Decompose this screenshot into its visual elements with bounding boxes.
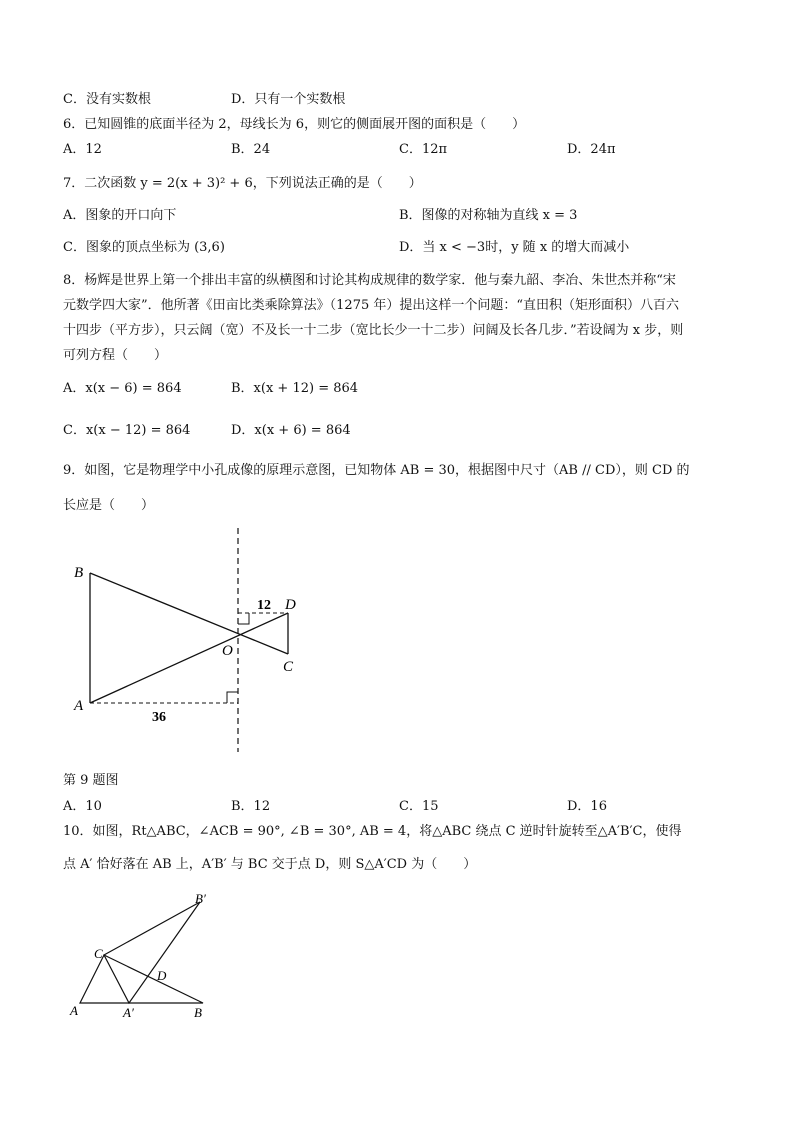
- q10-label-b: B: [194, 1005, 202, 1020]
- q7-option-c: C．图象的顶点坐标为 (3,6): [63, 240, 225, 255]
- q10-label-d: D: [157, 968, 167, 983]
- q7-option-a: A．图象的开口向下: [63, 208, 177, 223]
- q9-label-c: C: [283, 659, 294, 675]
- q9-segment-ad: [90, 613, 288, 703]
- q6-option-b: B．24: [231, 142, 271, 157]
- q9-label-b: B: [74, 565, 84, 581]
- q8-option-b: B．x(x + 12) = 864: [231, 381, 359, 396]
- q10-triangle-a1b1c: [104, 902, 200, 1003]
- q7-stem: 7．二次函数 y = 2(x + 3)² + 6，下列说法正确的是（ ）: [63, 176, 422, 191]
- q9-label-a: A: [74, 698, 84, 714]
- q9-option-d: D．16: [567, 799, 607, 814]
- q8-line-4: 可列方程（ ）: [63, 348, 168, 363]
- q10-label-a: A: [70, 1003, 78, 1018]
- q9-line-1: 9．如图，它是物理学中小孔成像的原理示意图，已知物体 AB = 30，根据图中尺寸（AB // CD），则 CD 的: [63, 463, 690, 478]
- q5-option-d: D．只有一个实数根: [231, 92, 346, 107]
- q9-right-angle-top: [238, 613, 249, 624]
- q9-caption: 第 9 题图: [63, 773, 119, 788]
- q7-option-d: D．当 x < −3时，y 随 x 的增大而减小: [399, 240, 630, 255]
- q9-option-c: C．15: [399, 799, 439, 814]
- q5-option-c: C．没有实数根: [63, 92, 151, 107]
- q8-line-2: 元数学四大家”．他所著《田亩比类乘除算法》（1275 年）提出这样一个问题：“直田积（矩形面积）八百六: [63, 298, 680, 313]
- q10-line-2: 点 A′ 恰好落在 AB 上，A′B′ 与 BC 交于点 D，则 S△A′CD 为（ ）: [63, 857, 477, 872]
- q6-option-c: C．12π: [399, 142, 448, 157]
- q7-option-b: B．图像的对称轴为直线 x = 3: [399, 208, 578, 223]
- q9-right-angle-bottom: [227, 692, 238, 703]
- q9-line-2: 长应是（ ）: [63, 498, 155, 513]
- q9-label-o: O: [222, 643, 233, 659]
- q8-line-1: 8．杨辉是世界上第一个排出丰富的纵横图和讨论其构成规律的数学家．他与秦九韶、李冶、朱世杰并称“宋: [63, 273, 676, 288]
- q6-option-d: D．24π: [567, 142, 616, 157]
- q9-dim-label-12: 12: [257, 598, 271, 613]
- q9-label-d: D: [285, 597, 296, 613]
- q9-segment-bc: [90, 573, 288, 654]
- q6-stem: 6．已知圆锥的底面半径为 2，母线长为 6，则它的侧面展开图的面积是（ ）: [63, 117, 526, 132]
- q10-line-1: 10．如图，Rt△ABC，∠ACB = 90°, ∠B = 30°, AB = 4，将△ABC 绕点 C 逆时针旋转至△A′B′C，使得: [63, 824, 682, 839]
- q9-option-b: B．12: [231, 799, 271, 814]
- q8-option-c: C．x(x − 12) = 864: [63, 423, 191, 438]
- q9-option-a: A．10: [63, 799, 102, 814]
- q10-label-c: C: [94, 946, 103, 961]
- q10-label-b1: B′: [195, 891, 206, 906]
- q8-line-3: 十四步（平方步），只云阔（宽）不及长一十二步（宽比长少一十二步）问阔及长各几步．”若设阔为 x 步，则: [63, 323, 684, 338]
- q10-label-a1: A′: [123, 1005, 134, 1020]
- q9-dim-label-36: 36: [152, 710, 166, 725]
- q8-option-a: A．x(x − 6) = 864: [63, 381, 182, 396]
- q6-option-a: A．12: [63, 142, 102, 157]
- q8-option-d: D．x(x + 6) = 864: [231, 423, 351, 438]
- q10-triangle-abc: [80, 955, 203, 1003]
